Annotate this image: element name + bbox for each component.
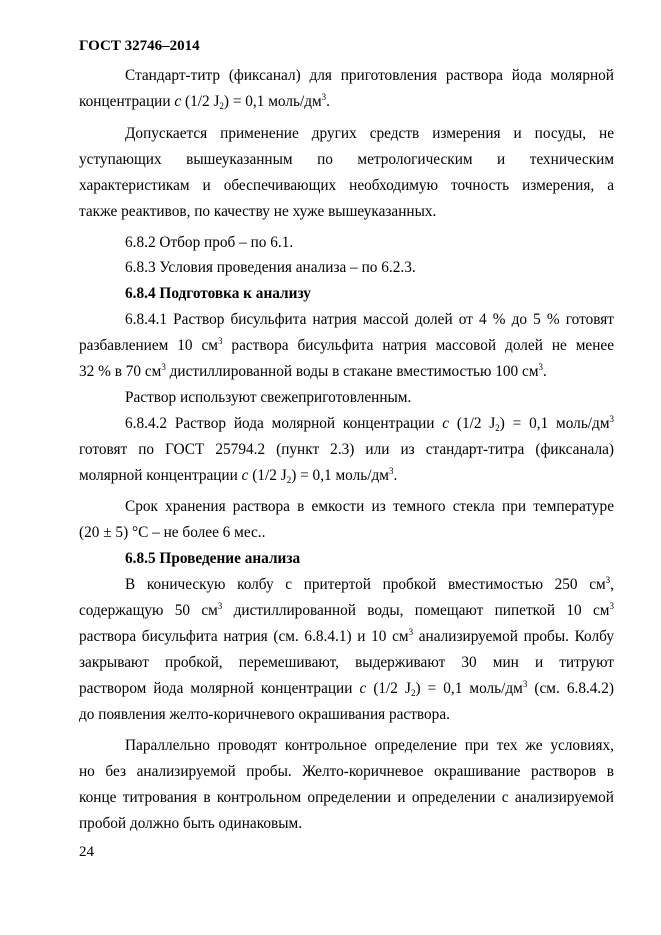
- text-line: Раствор используют свежеприготовленным.: [125, 389, 412, 406]
- text-line: раствором йода молярной концентрации c (1/2 $J_2) = 0,1$ моль/$дм^3$ (см. 6.8.4.2): [79, 679, 615, 698]
- text-line: закрывают пробкой, перемешивают, выдерживают 30 мин и титруют: [79, 654, 614, 671]
- text-line: 32 % в 70 $см^3$ дистиллированной воды в стакане вместимостью 100 $см^3$.: [79, 362, 547, 380]
- text-line: уступающих вышеуказанным по метрологическим и техническим: [79, 151, 614, 168]
- text-line: также реактивов, по качеству не хуже вышеуказанных.: [79, 203, 437, 220]
- text-line: Стандарт-титр (фиксанал) для приготовления раствора йода молярной: [125, 67, 614, 84]
- text-line: 6.8.4 Подготовка к анализу: [125, 285, 311, 302]
- text-line: молярной концентрации c (1/2 $J_2) = 0,1$ моль/$дм^3$.: [79, 466, 398, 485]
- text-line: раствора бисульфита натрия (см. 6.8.4.1) и 10 $см^3$ анализируемой пробы. Колбу: [79, 627, 614, 645]
- text-line: Срок хранения раствора в емкости из темного стекла при температуре: [125, 498, 614, 515]
- text-line: 6.8.5 Проведение анализа: [125, 550, 301, 567]
- text-line: конце титрования в контрольном определении и определении с анализируемой: [79, 789, 614, 806]
- text-line: В коническую колбу с притертой пробкой вместимостью 250 $см^3$,: [125, 575, 614, 593]
- document-header: ГОСТ 32746–2014: [79, 38, 200, 54]
- text-line: пробой должно быть одинаковым.: [79, 815, 303, 832]
- text-line: до появления желто-коричневого окрашивания раствора.: [79, 706, 450, 723]
- text-line: (20 ± 5) °С – не более 6 мес..: [79, 524, 266, 541]
- text-line: 6.8.2 Отбор проб – по 6.1.: [125, 234, 294, 251]
- text-line: Параллельно проводят контрольное определение при тех же условиях,: [125, 737, 614, 754]
- text-line: 6.8.4.2 Раствор йода молярной концентрации c (1/2 $J_2) = 0,1$ моль/$дм^3$: [125, 414, 615, 433]
- text-line: Допускается применение других средств измерения и посуды, не: [125, 125, 614, 142]
- text-line: содержащую 50 $см^3$ дистиллированной воды, помещают пипеткой 10 $см^3$: [79, 601, 614, 619]
- text-line: 6.8.4.1 Раствор бисульфита натрия массой долей от 4 % до 5 % готовят: [125, 311, 614, 328]
- text-line: характеристикам и обеспечивающих необходимую точность измерения, а: [79, 177, 614, 194]
- text-line: готовят по ГОСТ 25794.2 (пункт 2.3) или из стандарт-титра (фиксанала): [79, 441, 614, 458]
- text-line: 6.8.3 Условия проведения анализа – по 6.2.3.: [125, 259, 416, 276]
- text-line: разбавлением 10 $см^3$ раствора бисульфита натрия массовой долей не менее: [79, 336, 614, 354]
- text-line: но без анализируемой пробы. Желто-коричневое окрашивание растворов в: [79, 763, 614, 780]
- text-line: концентрации c (1/2 $J_2) = 0,1$ моль/$дм^3$.: [79, 92, 330, 111]
- page-number: 24: [79, 844, 94, 860]
